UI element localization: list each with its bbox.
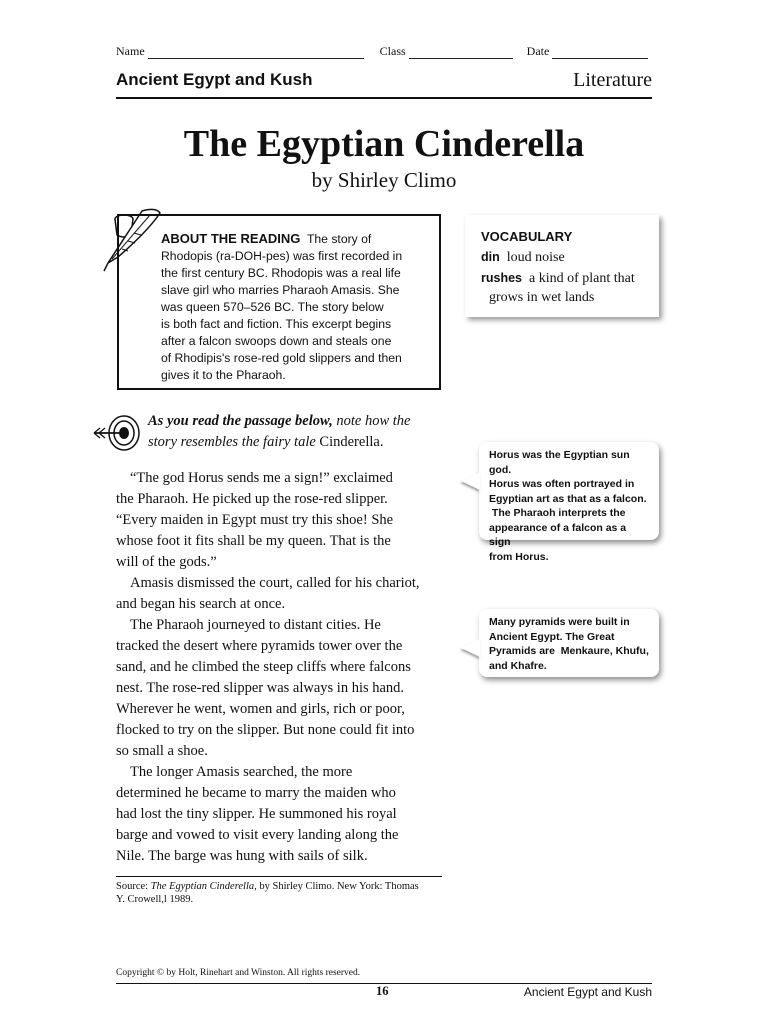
- section-label: Literature: [573, 69, 652, 91]
- story-line: Nile. The barge was hung with sails of silk.: [116, 848, 368, 864]
- story-line: Amasis dismissed the court, called for his chariot,: [130, 575, 420, 591]
- about-line: of Rhodipis's rose-red gold slippers and then: [161, 351, 402, 365]
- vocab-term: rushes: [481, 271, 522, 285]
- copyright: Copyright © by Holt, Rinehart and Winston. All rights reserved.: [116, 968, 361, 978]
- story-line: so small a shoe.: [116, 743, 208, 759]
- callout-line: and Khafre.: [489, 659, 547, 672]
- story-passage: [116, 468, 456, 867]
- callout-line: Horus was often portrayed in: [489, 478, 635, 490]
- source-line2: Y. Crowell,l 1989.: [116, 894, 194, 905]
- vocab-definition: loud noise: [506, 250, 565, 265]
- story-line: flocked to try on the slipper. But none could fit into: [116, 722, 415, 738]
- story-line: and began his search at once.: [116, 596, 286, 612]
- vocab-term: din: [481, 250, 500, 264]
- about-heading: ABOUT THE READING: [161, 231, 301, 246]
- about-line: the first century BC. Rhodopis was a real life: [161, 266, 401, 280]
- vocabulary-box: [465, 215, 659, 317]
- about-line: The story of: [306, 232, 372, 246]
- story-line: had lost the tiny slipper. He summoned his royal: [116, 806, 397, 822]
- vocab-definition: a kind of plant that: [529, 271, 635, 286]
- callout-horus: [479, 442, 659, 563]
- callout-pyramids: [479, 609, 659, 677]
- story-line: whose foot it fits shall be my queen. That is the: [116, 533, 391, 549]
- callout-line: appearance of a falcon as a sign: [489, 521, 627, 548]
- footer-unit: Ancient Egypt and Kush: [523, 985, 652, 999]
- story-line: Wherever he went, women and girls, rich or poor,: [116, 701, 405, 717]
- source-book: The Egyptian Cinderella,: [150, 881, 257, 892]
- story-line: The Pharaoh journeyed to distant cities. He: [130, 617, 381, 633]
- about-line: slave girl who marries Pharaoh Amasis. She: [161, 283, 400, 297]
- callout-line: Many pyramids were built in: [489, 616, 630, 628]
- story-line: the Pharaoh. He picked up the rose-red slipper.: [116, 491, 388, 507]
- about-line: gives it to the Pharaoh.: [161, 368, 286, 382]
- vocab-entry-rushes: [481, 269, 649, 307]
- vocabulary-heading: VOCABULARY: [481, 229, 573, 244]
- source-citation: [116, 880, 456, 906]
- prompt-roman: Cinderella.: [319, 434, 384, 450]
- story-line: determined he became to marry the maiden who: [116, 785, 396, 801]
- about-the-reading-box: [117, 214, 441, 390]
- target-arrow-icon: [92, 413, 142, 453]
- byline: by Shirley Climo: [311, 168, 457, 192]
- name-line[interactable]: [148, 46, 364, 59]
- prompt-bold: As you read the passage below,: [148, 413, 333, 429]
- story-line: tracked the desert where pyramids tower over the: [116, 638, 403, 654]
- callout-line: Pyramids are Menkaure, Khufu,: [489, 645, 649, 657]
- story-line: “The god Horus sends me a sign!” exclaimed: [130, 470, 393, 486]
- story-line: “Every maiden in Egypt must try this shoe! She: [116, 512, 394, 528]
- story-line: nest. The rose-red slipper was always in his hand.: [116, 680, 405, 696]
- callout-line: The Pharaoh interprets the: [489, 507, 626, 519]
- source-rule: [116, 876, 442, 877]
- callout-line: Egyptian art as that as a falcon.: [489, 492, 647, 505]
- vocab-definition-cont: grows in wet lands: [489, 290, 595, 305]
- story-line: sand, and he climbed the steep cliffs where falcons: [116, 659, 411, 675]
- prompt-italic: story resembles the fairy tale: [148, 434, 316, 450]
- vocab-entry-din: [481, 248, 649, 267]
- name-label: Name: [116, 44, 145, 58]
- reading-prompt: [148, 411, 448, 453]
- class-line[interactable]: [409, 46, 513, 59]
- about-line: after a falcon swoops down and steals one: [161, 334, 392, 348]
- page-number: 16: [376, 984, 389, 998]
- about-line: Rhodopis (ra-DOH-pes) was first recorded in: [161, 249, 403, 263]
- page-title: The Egyptian Cinderella: [183, 123, 585, 165]
- source-rest: by Shirley Climo. New York: Thomas: [259, 881, 419, 892]
- callout-line: from Horus.: [489, 550, 549, 563]
- story-line: barge and vowed to visit every landing along the: [116, 827, 399, 843]
- date-label: Date: [526, 44, 550, 58]
- callout-tail: [461, 472, 480, 490]
- story-line: will of the gods.”: [116, 554, 217, 570]
- header-rule: [116, 97, 652, 99]
- student-info-fields: [116, 44, 652, 60]
- callout-line: Ancient Egypt. The Great: [489, 630, 615, 643]
- story-line: The longer Amasis searched, the more: [130, 764, 353, 780]
- prompt-italic: note how the: [336, 413, 411, 429]
- source-prefix: Source:: [116, 881, 149, 892]
- class-label: Class: [379, 44, 406, 58]
- about-line: was queen 570–526 BC. The story below: [161, 300, 384, 314]
- date-line[interactable]: [552, 46, 648, 59]
- callout-line: Horus was the Egyptian sun god.: [489, 449, 630, 476]
- callout-tail: [461, 639, 480, 657]
- unit-title: Ancient Egypt and Kush: [116, 70, 313, 89]
- about-line: is both fact and fiction. This excerpt begins: [161, 317, 392, 331]
